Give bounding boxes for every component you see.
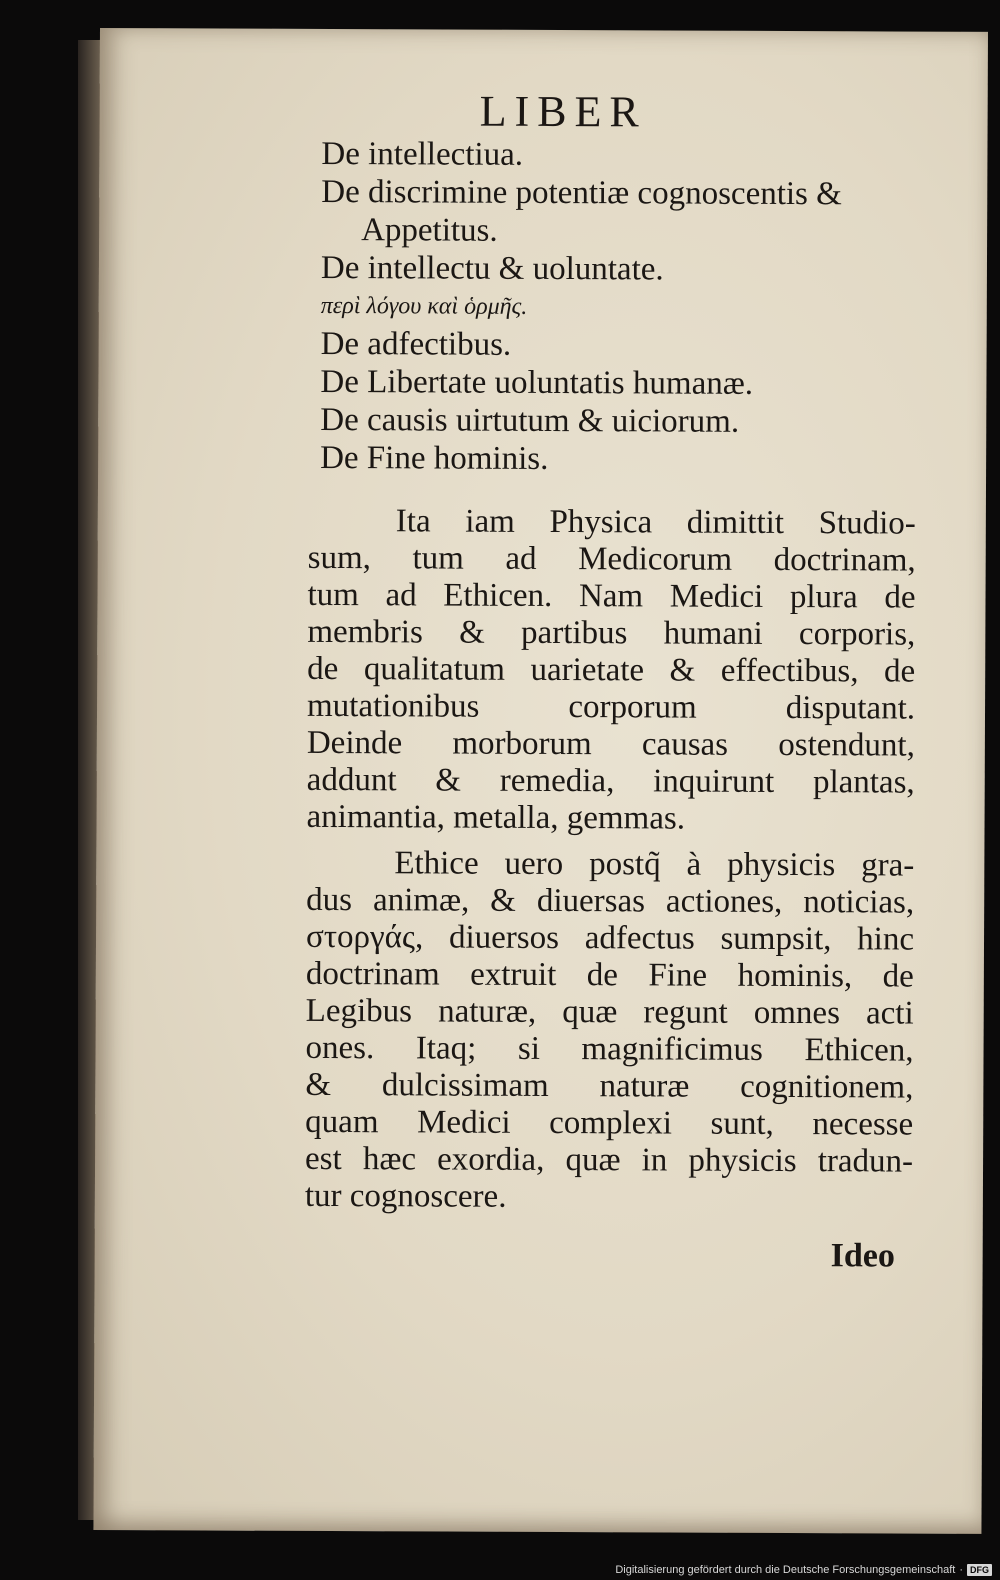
text-line: quam Medici complexi sunt, necesse (305, 1103, 914, 1143)
text-line: doctrinam extruit de Fine hominis, de (305, 955, 914, 995)
text-line: & dulcissimam naturæ cognitionem, (305, 1066, 914, 1106)
text-line: ones. Itaq; si magnificimus Ethicen, (305, 1029, 914, 1069)
text-line: tum ad Ethicen. Nam Medici plura de (307, 576, 916, 616)
chapter-entry: De adfectibus. (320, 325, 512, 363)
body-text (305, 503, 916, 1218)
chapter-entry: De intellectu & uoluntate. (320, 249, 664, 288)
chapter-entry-greek: περὶ λόγου καὶ ὁρμῆς. (320, 292, 528, 320)
credit-text: Digitalisierung gefördert durch die Deutsche Forschungsgemeinschaft (615, 1564, 956, 1576)
digitization-credit: Digitalisierung gefördert durch die Deutsche Forschungsgemeinschaft · DFG (615, 1564, 992, 1576)
catchword: Ideo (830, 1237, 895, 1275)
text-line: tur cognoscere. (304, 1177, 507, 1215)
text-line: animantia, metalla, gemmas. (306, 798, 686, 837)
text-line: Ita iam Physica dimittit Studio- (395, 503, 916, 542)
chapter-entry-continuation: Appetitus. (361, 212, 498, 249)
text-line: στοργάς, diuersos adfectus sumpsit, hinc (305, 918, 915, 958)
chapter-entry: De causis uirtutum & uiciorum. (320, 401, 740, 440)
chapter-entry: De Fine hominis. (320, 439, 549, 477)
text-line: membris & partibus humani corporis, (307, 613, 916, 653)
running-head: LIBER (479, 86, 647, 137)
chapter-entry: De discrimine potentiæ cognoscentis & (321, 173, 842, 213)
text-line: Deinde morborum causas ostendunt, (306, 724, 915, 764)
text-line: de qualitatum uarietate & effectibus, de (307, 650, 916, 690)
text-line: est hæc exordia, quæ in physicis tradun- (304, 1140, 914, 1180)
text-line: addunt & remedia, inquirunt plantas, (306, 761, 915, 801)
text-line: sum, tum ad Medicorum doctrinam, (307, 539, 916, 579)
text-line: Legibus naturæ, quæ regunt omnes acti (305, 992, 914, 1032)
chapter-entry: De Libertate uoluntatis humanæ. (320, 363, 754, 402)
book-page (93, 28, 988, 1534)
chapter-list (320, 135, 961, 480)
chapter-entry: De intellectiua. (321, 135, 524, 173)
text-line: dus animæ, & diuersas actiones, noticias, (306, 881, 915, 921)
text-line: mutationibus corporum disputant. (306, 687, 916, 727)
dfg-logo: DFG (967, 1564, 992, 1576)
text-line: Ethice uero postq̃ à physicis gra- (394, 845, 915, 884)
